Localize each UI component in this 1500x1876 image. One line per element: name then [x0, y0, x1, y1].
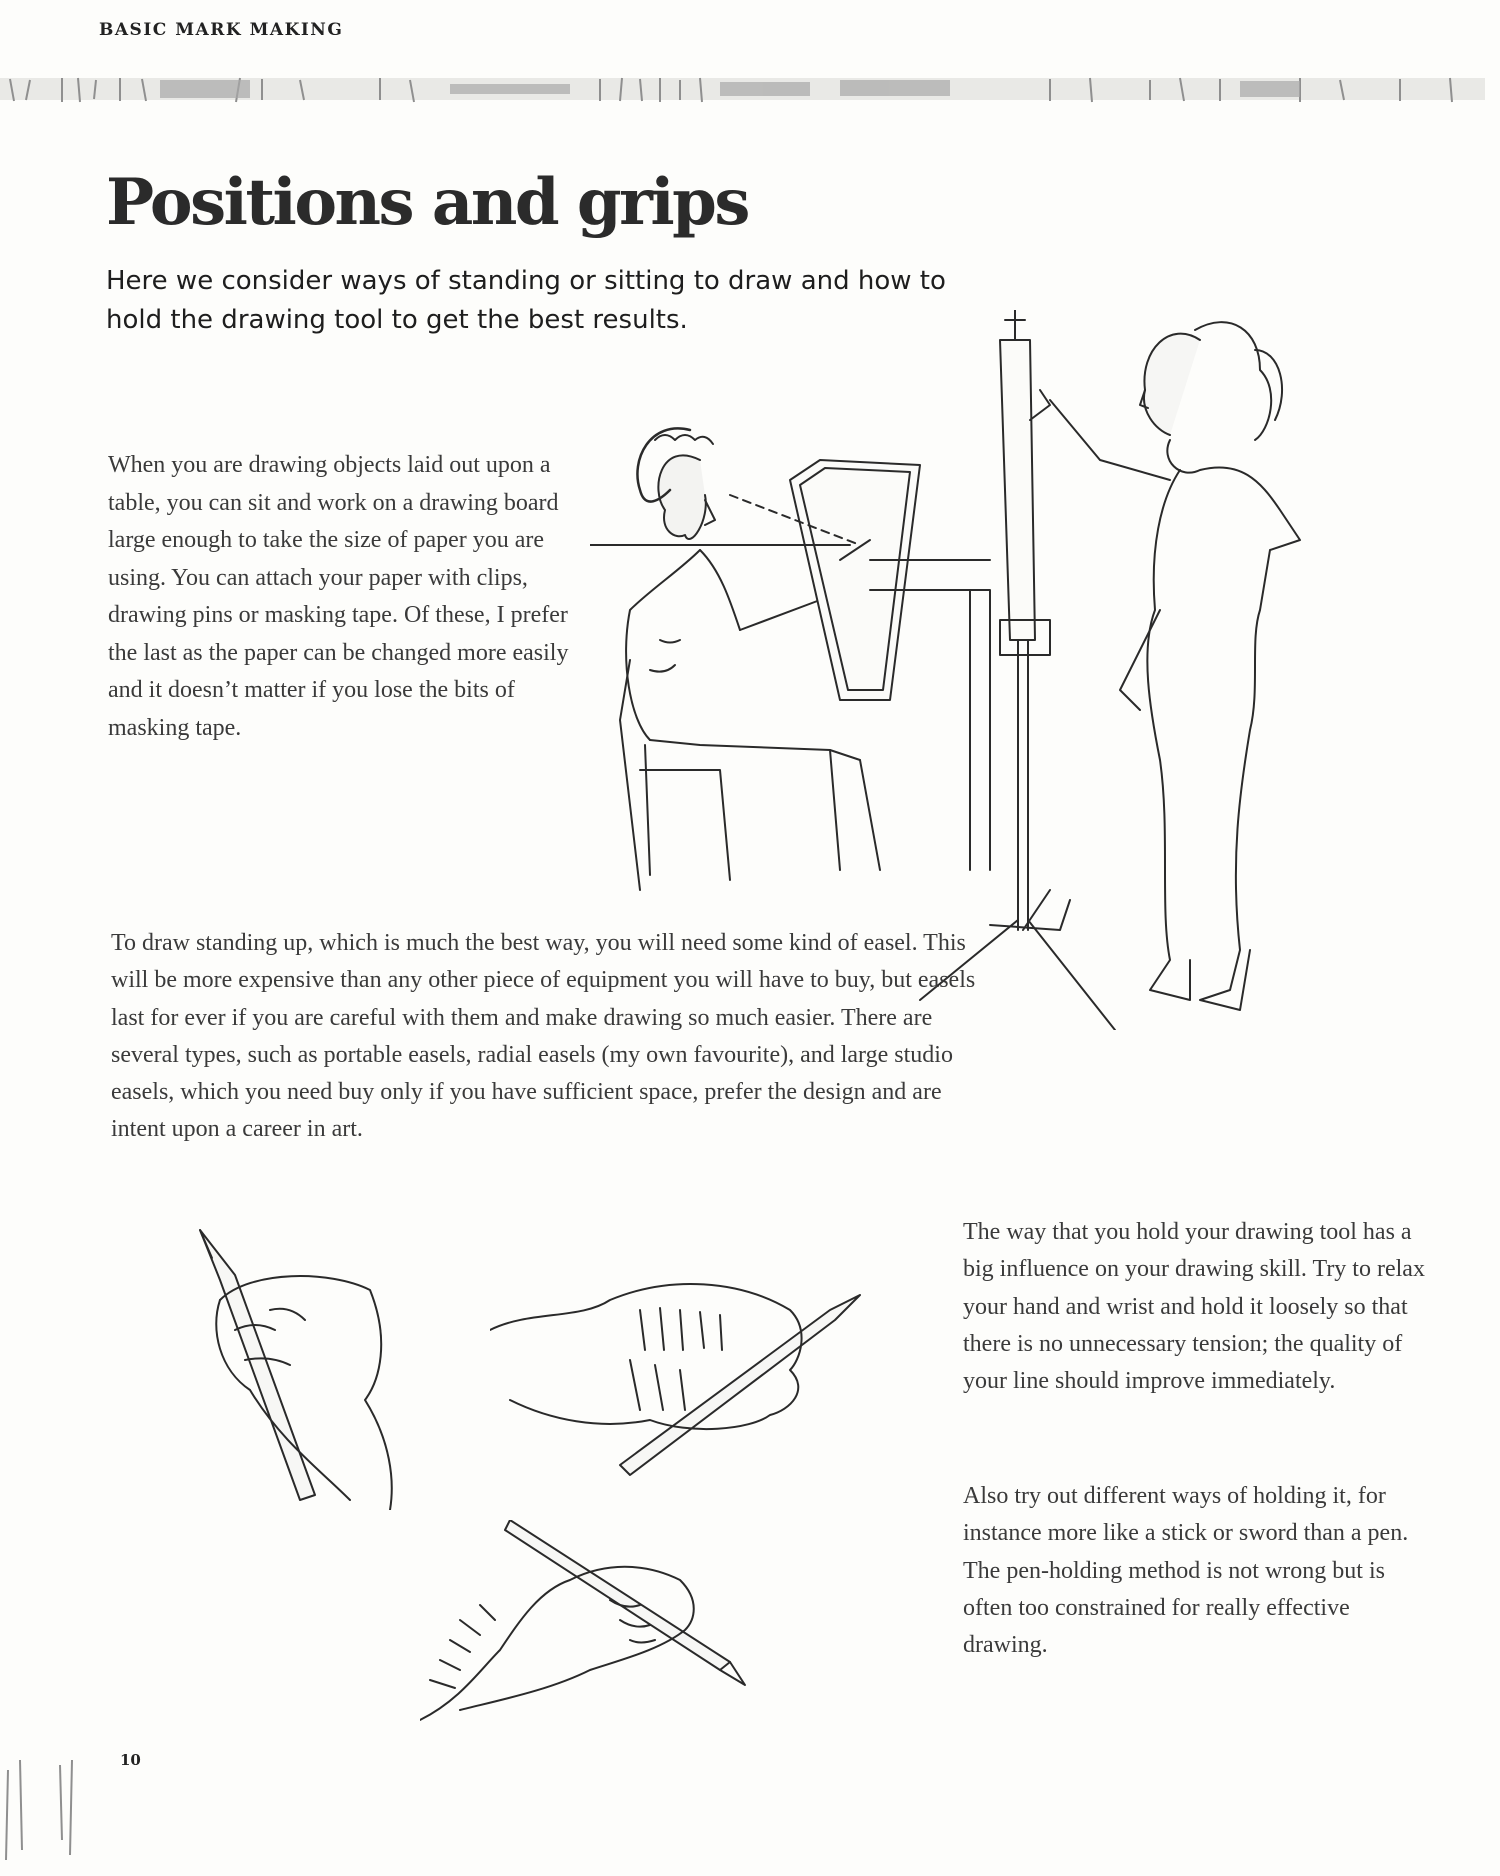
page-number: 10 — [120, 1751, 141, 1769]
page-title: Positions and grips — [106, 165, 748, 240]
section-label: BASIC MARK MAKING — [99, 20, 344, 40]
paragraph-standing: To draw standing up, which is much the best way, you will need some kind of easel. This will be more expensive than any other piece of equipment you will have to buy, but easels last for ever if you are careful with them and make drawing so much easier. There are several types, such as portable easels, radial easels (my own favourite), and large studio easels, which you need buy only if you have sufficient space, prefer the design and are intent upon a career in art. — [111, 930, 976, 1143]
decorative-texture-band — [0, 74, 1485, 104]
hand-grip-stick-illustration — [420, 1520, 750, 1725]
hand-grip-pen-illustration — [190, 1220, 430, 1510]
paragraph-alternatives: Also try out different ways of holding it, for instance more like a stick or sword than a pen. The pen-holding method is not wrong but is often too constrained for really effective drawing. — [963, 1483, 1409, 1659]
standing-artist-easel-illustration — [900, 310, 1460, 1030]
paragraph-grip: The way that you hold your drawing tool has a big influence on your drawing skill. Try to relax your hand and wrist and hold it loosely so that there is no unnecessary tension; the quality of your line should improve immediately. — [963, 1219, 1425, 1395]
paragraph-sitting: When you are drawing objects laid out upon a table, you can sit and work on a drawing board large enough to take the size of paper you are using. You can attach your paper with clips, drawing pins or masking tape. Of these, I prefer the last as the paper can be changed more easily and it doesn’t matter if you lose the bits of masking tape. — [108, 452, 569, 741]
page-subtitle: Here we consider ways of standing or sitting to draw and how to hold the drawing tool to get the best results. — [106, 266, 946, 335]
decorative-margin-texture — [0, 1760, 110, 1870]
hand-grip-overhand-illustration — [490, 1270, 870, 1480]
